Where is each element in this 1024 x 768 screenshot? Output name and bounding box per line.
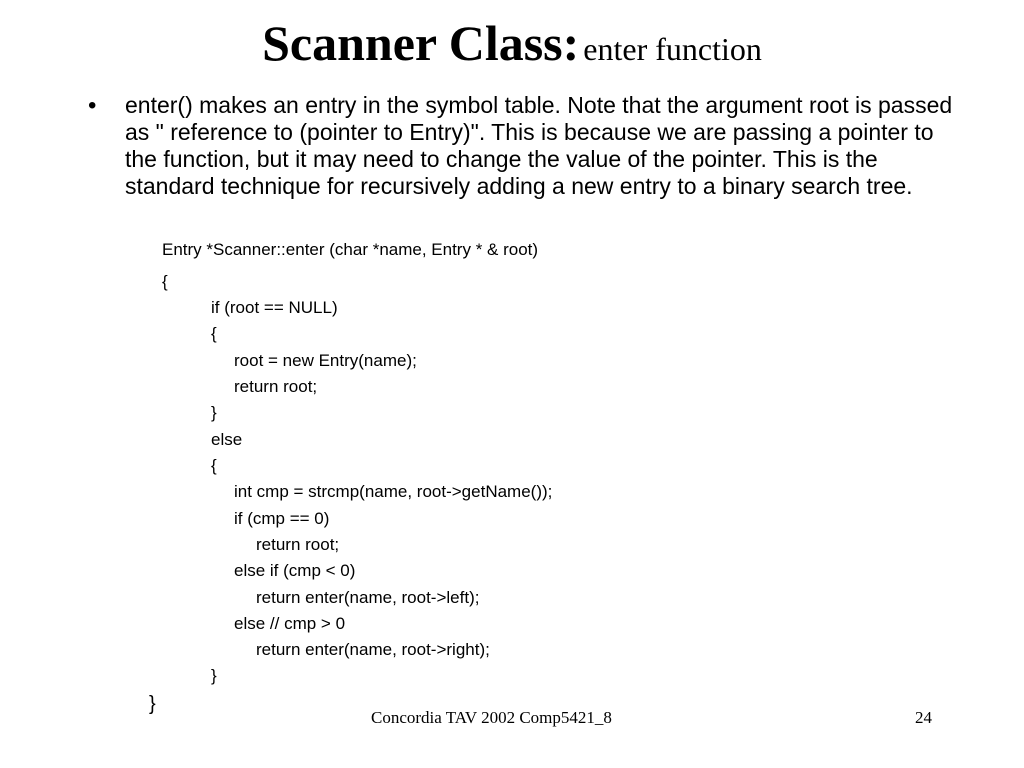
code-line: else — [211, 430, 243, 449]
code-line: int cmp = strcmp(name, root->getName()); — [234, 482, 553, 501]
code-line: else if (cmp < 0) — [234, 561, 356, 580]
footer-text: Concordia TAV 2002 Comp5421_8 — [371, 708, 612, 727]
code-line: return root; — [256, 535, 340, 554]
code-line: root = new Entry(name); — [234, 351, 417, 370]
code-line: Entry *Scanner::enter (char *name, Entry * & root) — [162, 240, 539, 259]
code-line: } — [211, 403, 217, 422]
code-line: return enter(name, root->left); — [256, 588, 480, 607]
code-line: else // cmp > 0 — [234, 614, 346, 633]
code-line: return enter(name, root->right); — [256, 640, 490, 659]
bullet-paragraph: enter() makes an entry in the symbol table. Note that the argument root is passed as " reference to (pointer to Entry)". This is because we are passing a pointer to the function, but it may need to change the value of the pointer. This is the standard technique for recursively adding a new entry to a binary search tree. — [125, 92, 953, 199]
code-line: { — [211, 456, 217, 475]
slide-title — [0, 14, 1024, 72]
code-line: if (root == NULL) — [211, 298, 338, 317]
title-main: Scanner Class: — [262, 15, 580, 71]
page-number: 24 — [915, 708, 932, 727]
code-line: if (cmp == 0) — [234, 509, 330, 528]
title-subtitle: enter function — [583, 31, 762, 67]
code-line: } — [149, 693, 156, 715]
code-line: return root; — [234, 377, 318, 396]
code-line: { — [211, 324, 217, 343]
code-line: } — [211, 666, 217, 685]
code-line: { — [162, 272, 168, 291]
bullet-icon: • — [88, 92, 97, 119]
